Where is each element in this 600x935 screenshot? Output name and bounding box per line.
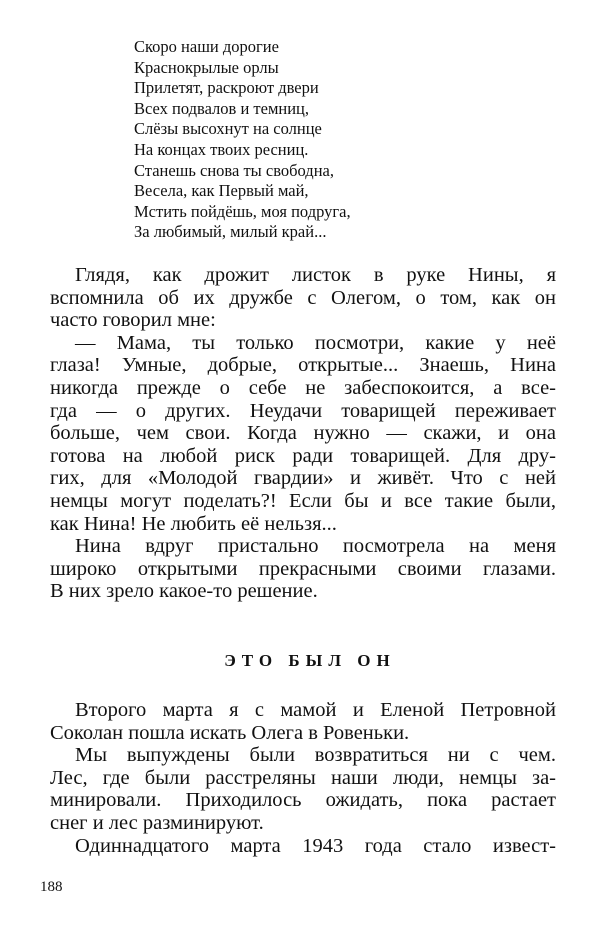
- text-line: как Нина! Не любить её нельзя...: [50, 512, 337, 535]
- text-line: часто говорил мне:: [50, 309, 216, 332]
- text-line: никогда прежде о себе не забеспокоится, а все-: [50, 376, 556, 399]
- text-line: гих, для «Молодой гвардии» и живёт. Что с ней: [50, 467, 556, 490]
- text-line: глаза! Умные, добрые, открытые... Знаешь, Нина: [50, 354, 556, 377]
- page-number: 188: [40, 879, 63, 895]
- poem-line: Всех подвалов и темниц,: [134, 98, 309, 118]
- chapter-heading: ЭТО БЫЛ ОН: [224, 651, 396, 670]
- text-line: Нина вдруг пристально посмотрела на меня: [75, 535, 556, 558]
- poem-line: Мстить пойдёшь, моя подруга,: [134, 201, 351, 221]
- poem-line: Весела, как Первый май,: [134, 181, 309, 201]
- poem-line: Слёзы высохнут на солнце: [134, 119, 322, 139]
- poem-line: На концах твоих ресниц.: [134, 139, 309, 159]
- poem-line: За любимый, милый край...: [134, 222, 327, 242]
- section-1-text: [50, 264, 556, 603]
- text-line: Лес, где были расстреляны наши люди, немцы за-: [50, 766, 556, 789]
- poem-line: Скоро наши дорогие: [134, 37, 279, 56]
- text-line: Одиннадцатого марта 1943 года стало извест-: [75, 834, 556, 857]
- text-line: Глядя, как дрожит листок в руке Нины, я: [75, 264, 556, 286]
- section-2-text: [50, 699, 556, 857]
- poem: [134, 37, 351, 243]
- text-line: широко открытыми прекрасными своими глазами.: [50, 557, 556, 580]
- text-line: снег и лес разминируют.: [50, 811, 264, 834]
- poem-line: Прилетят, раскроют двери: [134, 78, 319, 98]
- text-line: гда — о других. Неудачи товарищей переживает: [50, 399, 556, 422]
- text-line: В них зрело какое-то решение.: [50, 580, 318, 603]
- text-line: минировали. Приходилось ожидать, пока растает: [50, 789, 556, 812]
- text-line: Мы выпуждены были возвратиться ни с чем.: [75, 744, 556, 767]
- text-line: вспомнила об их дружбе с Олегом, о том, как он: [50, 286, 556, 309]
- text-line: готова на любой риск ради товарищей. Для дру-: [50, 444, 556, 467]
- text-line: немцы могут поделать?! Если бы и все такие были,: [50, 489, 556, 512]
- text-line: Второго марта я с мамой и Еленой Петровной: [75, 699, 556, 721]
- text-line: Соколан пошла искать Олега в Ровеньки.: [50, 721, 410, 744]
- poem-line: Станешь снова ты свободна,: [134, 160, 334, 180]
- text-line: — Мама, ты только посмотри, какие у неё: [75, 331, 556, 354]
- text-line: больше, чем свои. Когда нужно — скажи, и она: [50, 422, 556, 445]
- poem-line: Краснокрылые орлы: [134, 57, 279, 77]
